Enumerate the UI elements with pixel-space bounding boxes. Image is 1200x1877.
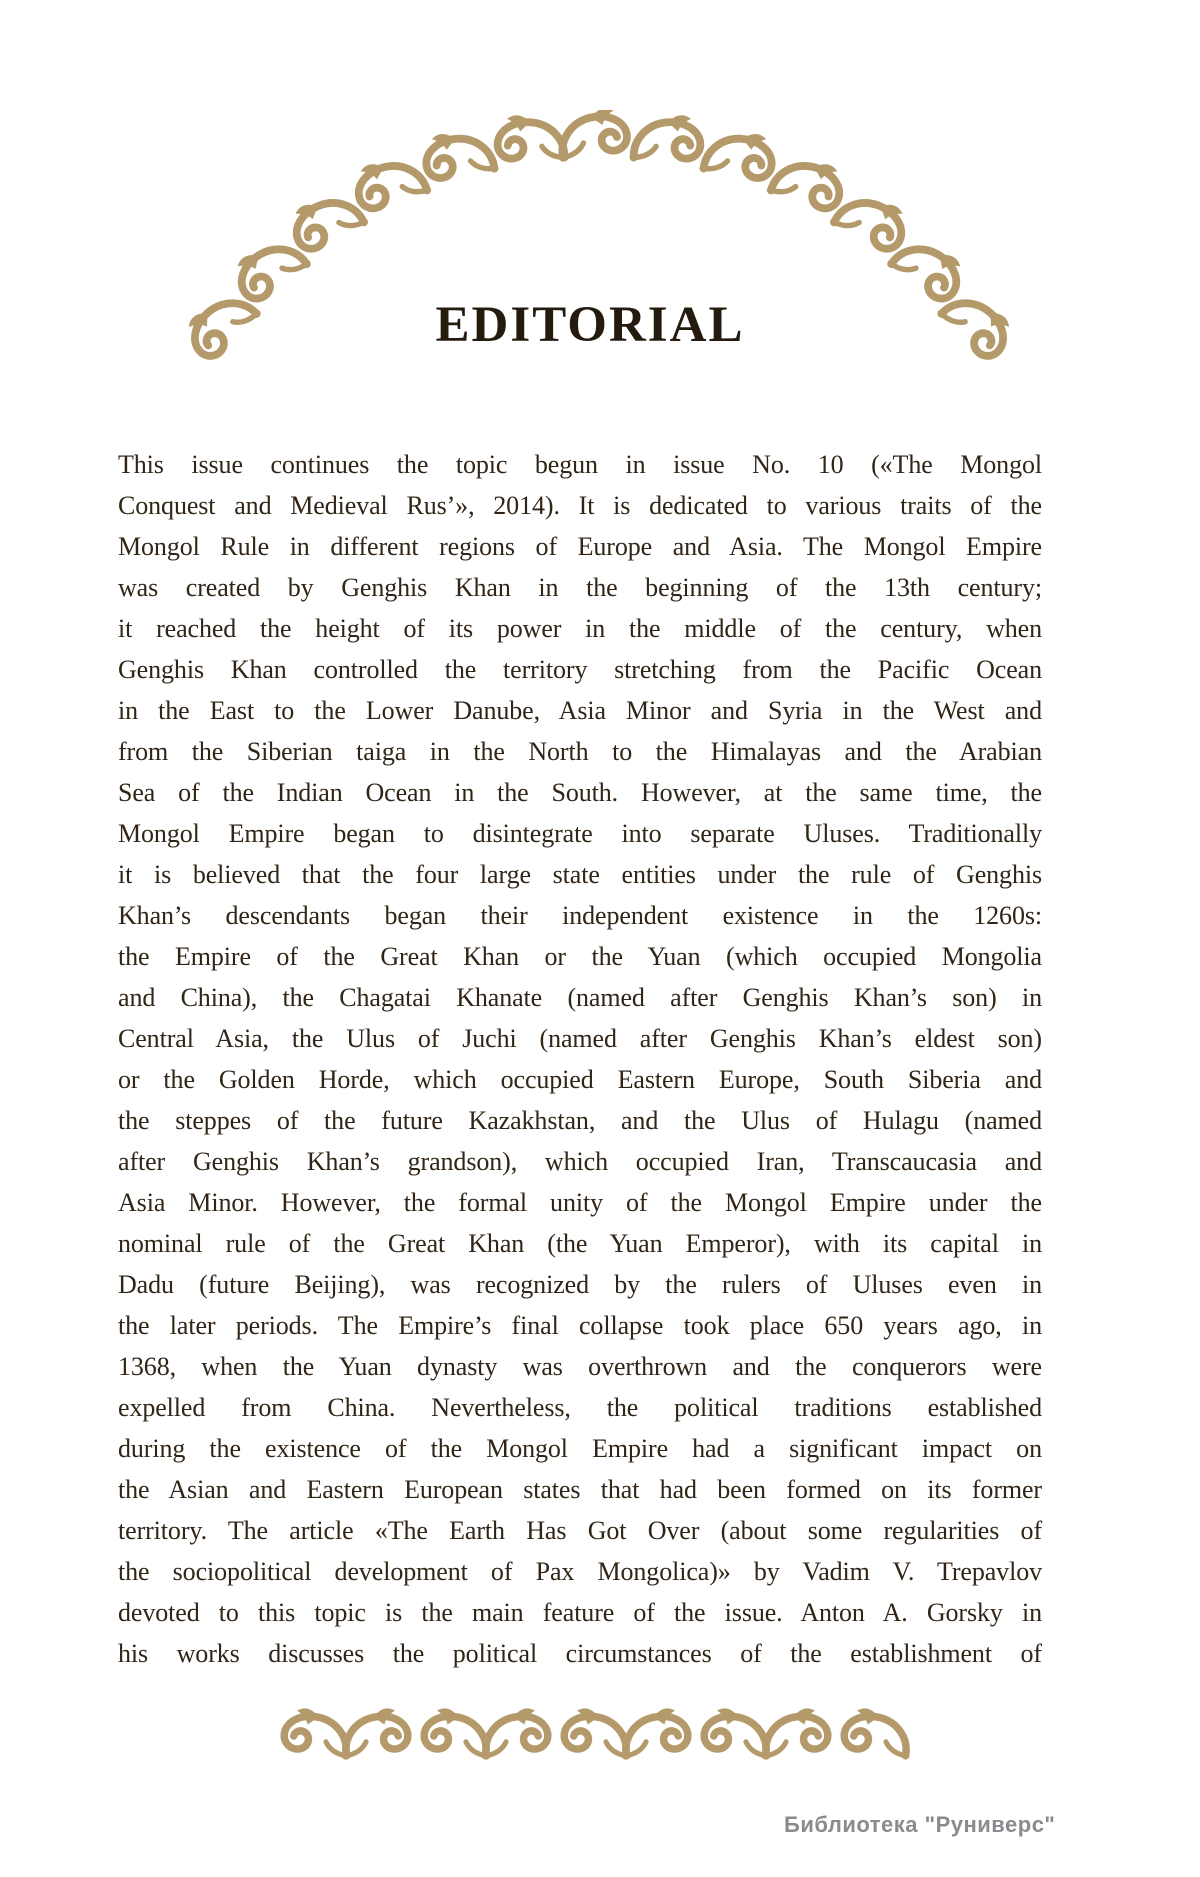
runivers-library-watermark: Библиотека "Руниверс"	[784, 1812, 1056, 1837]
text-line: Mongol Empire began to disintegrate into separate Uluses. Traditionally	[118, 819, 1042, 848]
text-line: expelled from China. Nevertheless, the political traditions established	[118, 1393, 1042, 1422]
text-line: Genghis Khan controlled the territory stretching from the Pacific Ocean	[118, 655, 1042, 684]
text-line: nominal rule of the Great Khan (the Yuan Emperor), with its capital in	[118, 1229, 1042, 1258]
text-line: the sociopolitical development of Pax Mongolica)» by Vadim V. Trepavlov	[118, 1557, 1042, 1586]
text-line: Khan’s descendants began their independent existence in the 1260s:	[118, 901, 1042, 930]
text-line: it is believed that the four large state entities under the rule of Genghis	[118, 860, 1042, 889]
text-line: devoted to this topic is the main feature of the issue. Anton A. Gorsky in	[118, 1598, 1042, 1627]
text-line: Asia Minor. However, the formal unity of the Mongol Empire under the	[118, 1188, 1042, 1217]
text-line: and China), the Chagatai Khanate (named after Genghis Khan’s son) in	[118, 983, 1042, 1012]
text-line: Conquest and Medieval Rus’», 2014). It is dedicated to various traits of the	[118, 491, 1042, 520]
bottom-scroll-band-ornament	[270, 1708, 920, 1764]
text-line: or the Golden Horde, which occupied Eastern Europe, South Siberia and	[118, 1065, 1042, 1094]
text-line: during the existence of the Mongol Empire had a significant impact on	[118, 1434, 1042, 1463]
text-line: the later periods. The Empire’s final collapse took place 650 years ago, in	[118, 1311, 1042, 1340]
text-line: Central Asia, the Ulus of Juchi (named after Genghis Khan’s eldest son)	[118, 1024, 1042, 1053]
text-line: after Genghis Khan’s grandson), which occupied Iran, Transcaucasia and	[118, 1147, 1042, 1176]
text-line: Dadu (future Beijing), was recognized by the rulers of Uluses even in	[118, 1270, 1042, 1299]
text-line: from the Siberian taiga in the North to the Himalayas and the Arabian	[118, 737, 1042, 766]
text-line: This issue continues the topic begun in issue No. 10 («The Mongol	[118, 450, 1042, 479]
text-line: territory. The article «The Earth Has Got Over (about some regularities of	[118, 1516, 1042, 1545]
text-line: Sea of the Indian Ocean in the South. However, at the same time, the	[118, 778, 1042, 807]
text-line: the Asian and Eastern European states that had been formed on its former	[118, 1475, 1042, 1504]
text-line: his works discusses the political circumstances of the establishment of	[118, 1639, 1042, 1668]
text-line: the Empire of the Great Khan or the Yuan (which occupied Mongolia	[118, 942, 1042, 971]
text-line: the steppes of the future Kazakhstan, and the Ulus of Hulagu (named	[118, 1106, 1042, 1135]
text-line: in the East to the Lower Danube, Asia Minor and Syria in the West and	[118, 696, 1042, 725]
editorial-paragraph	[118, 444, 1042, 1674]
text-line: Mongol Rule in different regions of Europe and Asia. The Mongol Empire	[118, 532, 1042, 561]
text-line: was created by Genghis Khan in the beginning of the 13th century;	[118, 573, 1042, 602]
text-line: it reached the height of its power in the middle of the century, when	[118, 614, 1042, 643]
page-title: EDITORIAL	[435, 297, 745, 353]
text-line: 1368, when the Yuan dynasty was overthrown and the conquerors were	[118, 1352, 1042, 1381]
